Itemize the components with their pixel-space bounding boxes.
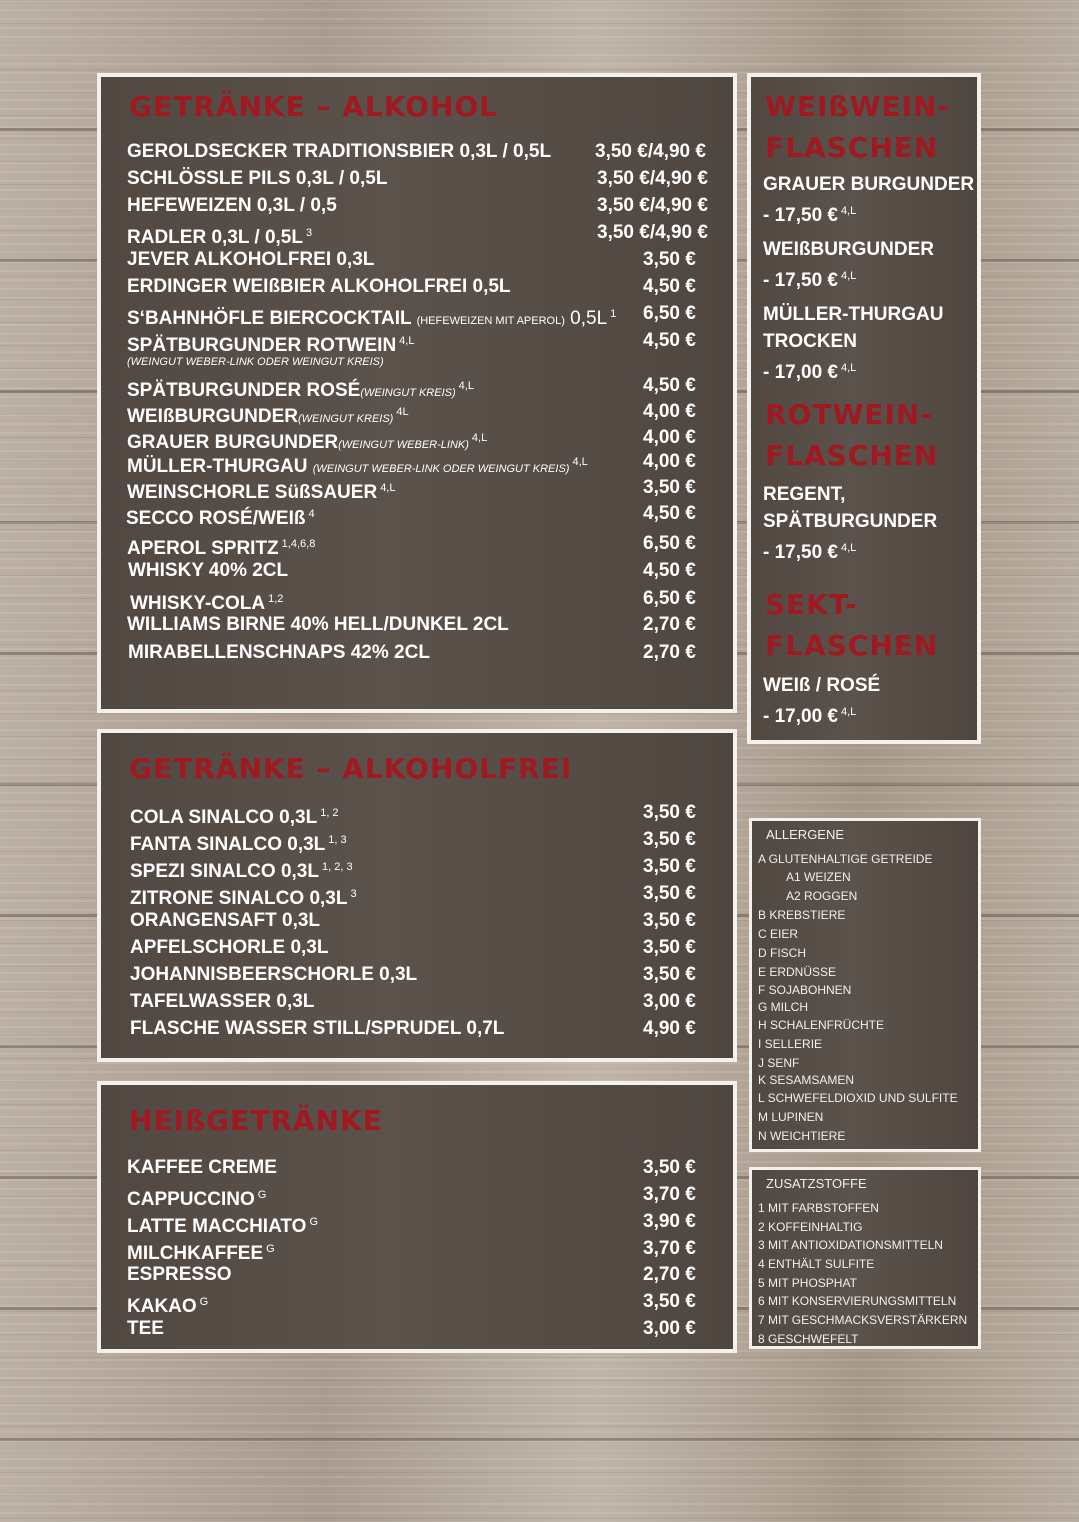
item-allergen-code: 1, 3	[328, 834, 347, 846]
allergen-item: J SENF	[758, 1056, 800, 1070]
item-allergen-code: 1,4,6,8	[281, 538, 316, 550]
item-name: SECCO ROSÉ/WEIß	[126, 508, 306, 529]
item-name: FANTA SINALCO 0,3L	[130, 834, 326, 855]
item-allergen-code: 4,L	[841, 542, 857, 554]
item-allergen-code: 1, 2	[320, 807, 339, 819]
heiss-panel	[97, 1081, 737, 1353]
menu-item	[101, 1289, 733, 1315]
menu-item	[101, 1155, 733, 1181]
allergen-item: G MILCH	[758, 1000, 809, 1014]
item-price: 3,50 €	[643, 829, 696, 850]
item-name: ORANGENSAFT 0,3L	[130, 910, 321, 931]
item-name: KAKAO	[127, 1296, 197, 1317]
item-allergen-code: G	[266, 1243, 275, 1255]
weisswein-price: - 17,00 € $^{4,L}$	[763, 362, 857, 383]
item-note: (WEINGUT KREIS)	[360, 387, 456, 399]
item-price: 4,50 €	[643, 375, 696, 396]
item-price: 6,50 €	[643, 588, 696, 609]
allergen-item: B KREBSTIERE	[758, 908, 846, 922]
item-price: 6,50 €	[643, 303, 696, 324]
menu-item	[101, 425, 733, 451]
menu-item	[101, 827, 733, 853]
item-price: 3,50 €	[643, 1291, 696, 1312]
menu-item	[101, 1182, 733, 1208]
zusatzstoff-item: 3 MIT ANTIOXIDATIONSMITTELN	[758, 1238, 943, 1252]
zusatzstoff-item: 8 GESCHWEFELT	[758, 1332, 859, 1346]
allergen-item: D FISCH	[758, 946, 806, 960]
item-name: MIRABELLENSCHNAPS 42% 2CL	[128, 642, 430, 663]
item-allergen-code: 4,L	[841, 706, 857, 718]
item-name: TEE	[127, 1318, 164, 1339]
item-allergen-code: G	[309, 1216, 318, 1228]
zusatzstoff-item: 5 MIT PHOSPHAT	[758, 1276, 857, 1290]
item-price: 3,50 €	[643, 1157, 696, 1178]
item-price: 3,00 €	[643, 991, 696, 1012]
allergen-item: H SCHALENFRÜCHTE	[758, 1018, 885, 1032]
item-price: 2,70 €	[643, 642, 696, 663]
item-price: 3,50 €/4,90 €	[597, 222, 708, 243]
weisswein-item: WEIßBURGUNDER	[763, 239, 934, 260]
item-price: 3,70 €	[643, 1184, 696, 1205]
allergen-item: M LUPINEN	[758, 1110, 824, 1124]
allergen-item: N WEICHTIERE	[758, 1129, 846, 1143]
item-name: S‘BAHNHÖFLE BIERCOCKTAIL	[127, 308, 412, 329]
allergen-item: E ERDNÜSSE	[758, 965, 837, 979]
allergen-item: F SOJABOHNEN	[758, 983, 852, 997]
item-allergen-code: 4,L	[399, 335, 415, 347]
item-price: 4,50 €	[643, 503, 696, 524]
zusatzstoffe-title: ZUSATZSTOFFE	[766, 1176, 867, 1191]
allergen-item: A GLUTENHALTIGE GETREIDE	[758, 852, 933, 866]
item-allergen-code: 1, 2, 3	[321, 861, 353, 873]
item-price: 2,70 €	[643, 614, 696, 635]
item-allergen-code: 4L	[396, 406, 409, 418]
item-name: KAFFEE CREME	[127, 1157, 277, 1178]
item-price: 3,50 €/4,90 €	[597, 195, 708, 216]
item-name: APEROL SPRITZ	[127, 538, 279, 559]
item-price: 3,50 €	[643, 883, 696, 904]
item-price: 4,00 €	[643, 401, 696, 422]
menu-item	[101, 612, 733, 638]
allergene-panel	[749, 818, 981, 1152]
item-name: RADLER 0,3L / 0,5L	[127, 227, 303, 248]
item-price: 4,90 €	[643, 1018, 696, 1039]
menu-item	[101, 531, 733, 557]
menu-item	[101, 854, 733, 880]
menu-item	[101, 1236, 733, 1262]
item-price: 4,50 €	[643, 276, 696, 297]
item-name: MÜLLER-THURGAU	[127, 456, 308, 477]
sekt-price: - 17,00 € $^{4,L}$	[763, 706, 857, 727]
item-price: 3,50 €/4,90 €	[595, 141, 706, 162]
menu-item	[101, 1016, 733, 1042]
item-name: WHISKY-COLA	[130, 593, 266, 614]
menu-item	[101, 989, 733, 1015]
menu-item	[101, 935, 733, 961]
item-price: 3,50 €	[643, 910, 696, 931]
menu-item	[101, 1316, 733, 1342]
weisswein-item: MÜLLER-THURGAU	[763, 304, 944, 325]
rotwein-title: ROTWEIN-	[765, 398, 933, 431]
item-allergen-code: 4,L	[572, 456, 588, 468]
menu-item	[101, 962, 733, 988]
menu-item	[101, 1262, 733, 1288]
item-name: SPEZI SINALCO 0,3L	[130, 861, 319, 882]
menu-item	[101, 220, 733, 246]
item-name: FLASCHE WASSER STILL/SPRUDEL 0,7L	[130, 1018, 505, 1039]
zusatzstoff-item: 1 MIT FARBSTOFFEN	[758, 1201, 879, 1215]
item-price: 3,50 €	[643, 477, 696, 498]
menu-item	[101, 881, 733, 907]
item-note: (WEINGUT WEBER-LINK ODER WEINGUT KREIS)	[312, 463, 570, 475]
item-allergen-code: 4,L	[841, 270, 857, 282]
item-name: WHISKY 40% 2CL	[128, 560, 289, 581]
item-allergen-code: G	[257, 1189, 267, 1201]
allergen-item: C EIER	[758, 927, 799, 941]
menu-item	[101, 247, 733, 273]
item-allergen-code: 1	[610, 308, 617, 320]
item-allergen-code: G	[199, 1296, 209, 1308]
menu-item	[101, 800, 733, 826]
weisswein-price: - 17,50 € $^{4,L}$	[763, 270, 857, 291]
rotwein-price: - 17,50 € $^{4,L}$	[763, 542, 857, 563]
zusatzstoff-item: 2 KOFFEINHALTIG	[758, 1220, 863, 1234]
item-name: WILLIAMS BIRNE 40% HELL/DUNKEL 2CL	[127, 614, 509, 635]
weisswein-title-line2: FLASCHEN	[765, 131, 939, 164]
item-name: JEVER ALKOHOLFREI 0,3L	[127, 249, 375, 270]
item-name: ERDINGER WEIßBIER ALKOHOLFREI 0,5L	[127, 276, 511, 297]
item-note: (WEINGUT WEBER-LINK)	[338, 439, 469, 451]
item-allergen-code: 3	[350, 888, 357, 900]
item-price: 3,50 €	[643, 249, 696, 270]
item-price: 3,50 €	[643, 937, 696, 958]
weisswein-title: WEIßWEIN-	[765, 90, 951, 123]
sekt-title: SEKT-	[765, 588, 858, 621]
item-name: TAFELWASSER 0,3L	[130, 991, 315, 1012]
menu-item	[101, 501, 733, 527]
item-price: 4,50 €	[643, 330, 696, 351]
item-name: ZITRONE SINALCO 0,3L	[130, 888, 348, 909]
item-price: 3,70 €	[643, 1238, 696, 1259]
menu-item	[101, 908, 733, 934]
item-name: SPÄTBURGUNDER ROTWEIN	[127, 335, 397, 356]
item-allergen-code: 3	[305, 227, 313, 239]
item-name: CAPPUCCINO	[127, 1189, 255, 1210]
item-name: WEIßBURGUNDER	[127, 406, 298, 427]
zusatzstoff-item: 4 ENTHÄLT SULFITE	[758, 1257, 875, 1271]
rotwein-item-line2: SPÄTBURGUNDER	[763, 511, 938, 532]
item-price: 3,50 €	[643, 802, 696, 823]
zusatzstoff-item: 6 MIT KONSERVIERUNGSMITTELN	[758, 1294, 957, 1308]
menu-item	[101, 1209, 733, 1235]
rotwein-item: REGENT,	[763, 484, 846, 505]
item-name: JOHANNISBEERSCHORLE 0,3L	[130, 964, 418, 985]
item-name: ESPRESSO	[127, 1264, 232, 1285]
zusatzstoffe-panel	[749, 1167, 981, 1349]
menu-item	[101, 586, 733, 612]
weisswein-item: GRAUER BURGUNDER	[763, 174, 975, 195]
item-name: WEINSCHORLE SüßSAUER	[127, 482, 378, 503]
item-price: 3,50 €/4,90 €	[597, 168, 708, 189]
allergen-item: K SESAMSAMEN	[758, 1073, 855, 1087]
item-name: HEFEWEIZEN 0,3L / 0,5	[127, 195, 337, 216]
heiss-title: HEIßGETRÄNKE	[129, 1104, 383, 1137]
item-price: 3,50 €	[643, 856, 696, 877]
item-price: 4,50 €	[643, 560, 696, 581]
item-name: APFELSCHORLE 0,3L	[130, 937, 329, 958]
weisswein-item-line2: TROCKEN	[763, 331, 857, 352]
zusatzstoff-item: 7 MIT GESCHMACKSVERSTÄRKERN	[758, 1313, 968, 1327]
item-price: 6,50 €	[643, 533, 696, 554]
item-name: MILCHKAFFEE	[127, 1243, 264, 1264]
menu-item	[101, 558, 733, 584]
item-price: 2,70 €	[643, 1264, 696, 1285]
item-volume: 0,5L	[570, 308, 608, 329]
menu-item	[101, 301, 733, 327]
item-price: 3,50 €	[643, 964, 696, 985]
menu-item	[101, 475, 733, 501]
allergen-item: I SELLERIE	[758, 1037, 823, 1051]
alkohol-title: GETRÄNKE – ALKOHOL	[129, 90, 499, 123]
weisswein-price: - 17,50 € $^{4,L}$	[763, 205, 857, 226]
flaschen-panel	[747, 73, 981, 744]
alkoholfrei-panel	[97, 729, 737, 1062]
sekt-item: WEIß / ROSÉ	[763, 675, 881, 696]
rotwein-title-line2: FLASCHEN	[765, 439, 939, 472]
menu-item	[101, 193, 733, 219]
menu-item	[101, 166, 733, 192]
item-note: (WEINGUT KREIS)	[298, 413, 394, 425]
item-name: GEROLDSECKER TRADITIONSBIER 0,3L / 0,5L	[127, 141, 552, 162]
allergene-title: ALLERGENE	[766, 827, 845, 842]
item-allergen-code: 4,L	[471, 432, 488, 444]
alkoholfrei-title: GETRÄNKE – ALKOHOLFREI	[129, 752, 573, 785]
menu-item	[101, 328, 733, 354]
item-allergen-code: 4,L	[841, 205, 857, 217]
item-allergen-code: 4,L	[458, 380, 474, 392]
item-name: COLA SINALCO 0,3L	[130, 807, 318, 828]
item-name: LATTE MACCHIATO	[127, 1216, 307, 1237]
item-allergen-code: 4,L	[380, 482, 396, 494]
item-price: 4,00 €	[643, 451, 696, 472]
menu-item	[101, 640, 733, 666]
sekt-title-line2: FLASCHEN	[765, 629, 939, 662]
item-price: 4,00 €	[643, 427, 696, 448]
item-price: 3,00 €	[643, 1318, 696, 1339]
item-price: 3,90 €	[643, 1211, 696, 1232]
item-allergen-code: 1,2	[268, 593, 284, 605]
item-allergen-code: 4,L	[841, 362, 857, 374]
menu-item	[101, 274, 733, 300]
menu-item	[101, 139, 733, 165]
menu-item	[101, 373, 733, 399]
allergen-item: A2 ROGGEN	[786, 889, 858, 903]
item-name: SCHLÖSSLE PILS 0,3L / 0,5L	[127, 168, 388, 189]
item-note: (HEFEWEIZEN MIT APEROL)	[416, 315, 565, 327]
menu-item	[101, 399, 733, 425]
item-name: GRAUER BURGUNDER	[127, 432, 339, 453]
item-name: SPÄTBURGUNDER ROSÉ	[127, 380, 361, 401]
menu-item	[101, 449, 733, 475]
alkohol-panel	[97, 73, 737, 713]
rotwein-weingut-note: (WEINGUT WEBER-LINK ODER WEINGUT KREIS)	[127, 356, 384, 368]
allergen-item: L SCHWEFELDIOXID UND SULFITE	[758, 1091, 958, 1105]
item-allergen-code: 4	[308, 508, 315, 520]
allergen-item: A1 WEIZEN	[786, 870, 851, 884]
